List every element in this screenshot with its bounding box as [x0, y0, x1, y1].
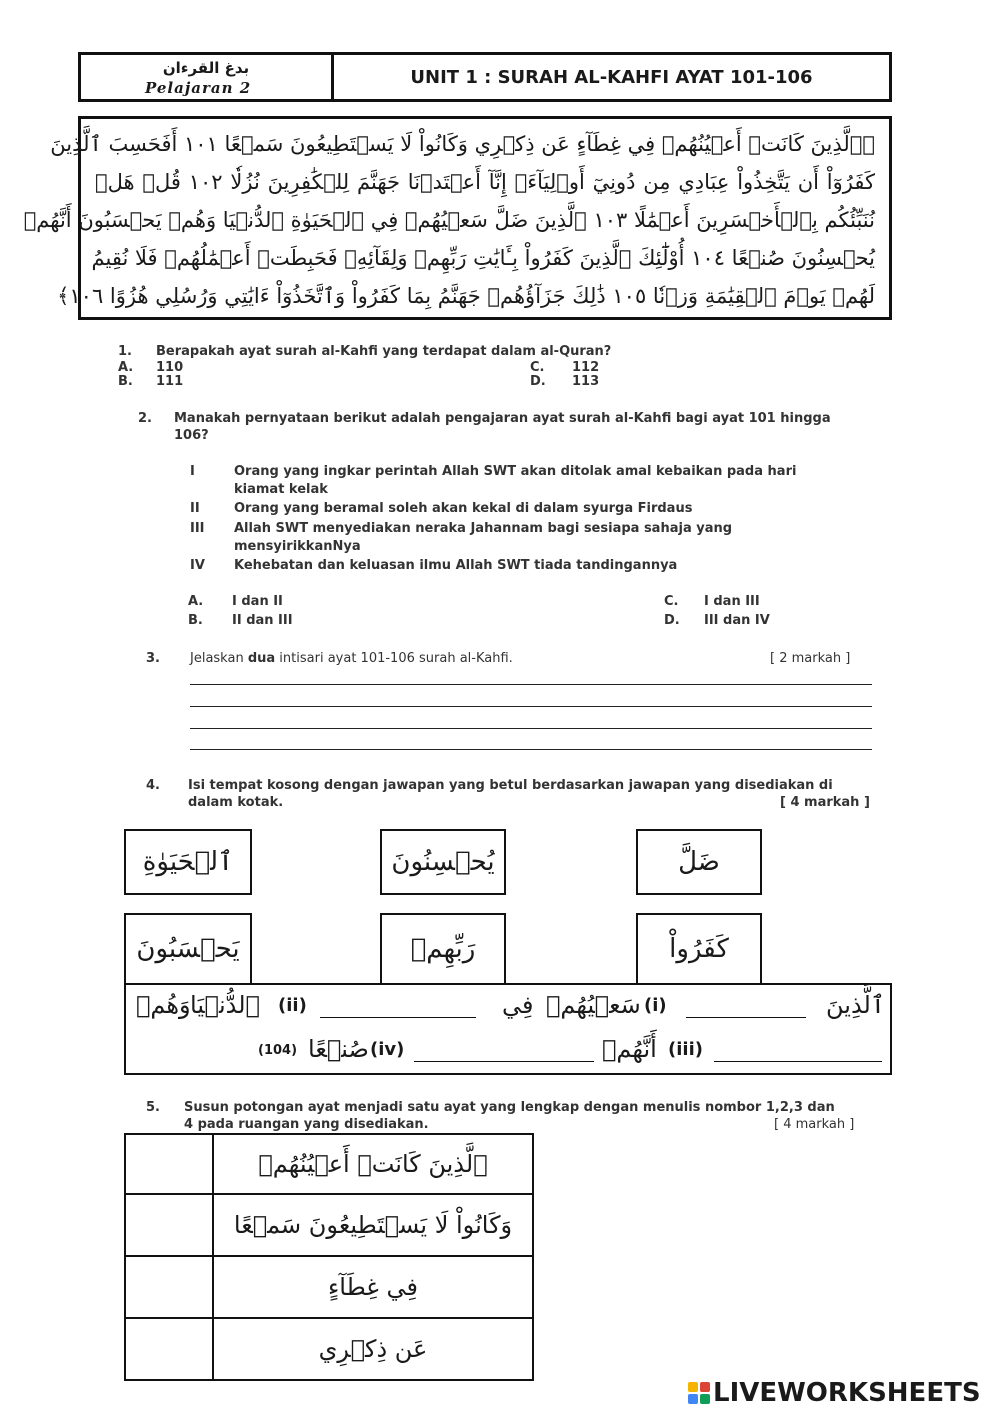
fill-word: وَهُمۡ: [136, 991, 191, 1019]
q1-number: 1.: [118, 344, 132, 359]
blank-ii-line[interactable]: [320, 995, 476, 1018]
logo-square: [700, 1394, 710, 1404]
q2-option-c-letter: C.: [664, 594, 679, 609]
fill-word: ٱلدُّنۡيَا: [190, 991, 260, 1019]
q2-number: 2.: [138, 411, 152, 426]
q1-option-c[interactable]: 112: [572, 360, 600, 375]
fill-in-box: [124, 983, 892, 1075]
blank-iv-line[interactable]: [414, 1039, 594, 1062]
fill-word: سَعۡيُهُمۡ: [546, 991, 641, 1019]
verse-line: كَفَرُوٓاْ أَن يَتَّخِذُواْ عِبَادِي مِن دُونِيٓ أَوۡلِيَآءَۚ إِنَّآ أَعۡتَدۡنَا جَهَنَّمَ لِلۡكَٰفِرِينَ نُزُلٗا ١٠٢ قُلۡ هَلۡ: [95, 170, 875, 194]
fill-word: ٱلَّذِينَ: [826, 991, 885, 1019]
number-cell[interactable]: [125, 1194, 213, 1256]
verse-line: يُحۡسِنُونَ صُنۡعًا ١٠٤ أُوْلَٰٓئِكَ ٱلَّذِينَ كَفَرُواْ بِـَٔايَٰتِ رَبِّهِمۡ وَلِقَآئِهِۦ فَحَبِطَتۡ أَعۡمَٰلُهُمۡ فَلَا نُقِيمُ: [91, 246, 875, 270]
brand-name: LIVEWORKSHEETS: [713, 1378, 981, 1408]
blank-i-label: (i): [644, 995, 667, 1016]
word-bank-box[interactable]: رَبِّهِمۡ: [380, 913, 506, 985]
table-row: [125, 1256, 533, 1318]
header-arabic-title: بدغ القرءان: [162, 59, 250, 77]
q2-option-d-letter: D.: [664, 613, 680, 628]
q1-option-b-letter: B.: [118, 374, 133, 389]
q4-text-line1: Isi tempat kosong dengan jawapan yang betul berdasarkan jawapan yang disediakan di: [188, 778, 833, 793]
verse-line: لَهُمۡ يَوۡمَ ٱلۡقِيَٰمَةِ وَزۡنٗا ١٠٥ ذَٰلِكَ جَزَآؤُهُمۡ جَهَنَّمُ بِمَا كَفَرُواْ وَٱتَّخَذُوٓاْ ءَايَٰتِي وَرُسُلِي هُزُوًا ١٠٦﴾: [57, 284, 875, 308]
word-bank-box[interactable]: ٱلۡحَيَوٰةِ: [124, 829, 252, 895]
q2-statement-roman: II: [190, 501, 200, 516]
liveworksheets-icon: [688, 1382, 710, 1404]
verse-fragment: فِي غِطَآءٍ: [213, 1256, 533, 1318]
q2-statement-roman: IV: [190, 558, 205, 573]
fill-word: أَنَّهُمۡ: [602, 1035, 657, 1063]
q4-text-line2: dalam kotak.: [188, 795, 284, 810]
blank-iv-label: (iv): [370, 1039, 405, 1060]
verse-line: ﴿ٱلَّذِينَ كَانَتۡ أَعۡيُنُهُمۡ فِي غِطَآءٍ عَن ذِكۡرِي وَكَانُواْ لَا يَسۡتَطِيعُونَ سَمۡعًا ١٠١ أَفَحَسِبَ ٱلَّذِينَ: [50, 132, 875, 156]
q2-statement-roman: I: [190, 464, 195, 479]
number-cell[interactable]: [125, 1134, 213, 1194]
liveworksheets-logo[interactable]: [688, 1378, 981, 1408]
q2-option-a[interactable]: I dan II: [232, 594, 283, 609]
q2-statement-4-line1: Kehebatan dan keluasan ilmu Allah SWT tiada tandingannya: [234, 558, 678, 573]
verse-fragment: ٱلَّذِينَ كَانَتۡ أَعۡيُنُهُمۡ: [213, 1134, 533, 1194]
q2-option-d[interactable]: III dan IV: [704, 613, 770, 628]
table-row: [125, 1134, 533, 1194]
q1-option-a-letter: A.: [118, 360, 134, 375]
blank-iii-label: (iii): [668, 1039, 703, 1060]
verse-fragment: وَكَانُواْ لَا يَسۡتَطِيعُونَ سَمۡعًا: [213, 1194, 533, 1256]
q1-text: Berapakah ayat surah al-Kahfi yang terdapat dalam al-Quran?: [156, 344, 612, 359]
answer-line[interactable]: [190, 706, 872, 707]
logo-square: [700, 1382, 710, 1392]
verse-line: نُنَبِّئُكُم بِٱلۡأَخۡسَرِينَ أَعۡمَٰلًا ١٠٣ ٱلَّذِينَ ضَلَّ سَعۡيُهُمۡ فِي ٱلۡحَيَوٰةِ ٱلدُّنۡيَا وَهُمۡ يَحۡسَبُونَ أَنَّهُمۡ: [23, 208, 875, 232]
q1-option-a[interactable]: 110: [156, 360, 184, 375]
logo-square: [688, 1382, 698, 1392]
q5-text-line1: Susun potongan ayat menjadi satu ayat yang lengkap dengan menulis nombor 1,2,3 dan: [184, 1100, 835, 1115]
answer-line[interactable]: [190, 749, 872, 750]
table-row: [125, 1194, 533, 1256]
word-bank-box[interactable]: يَحۡسَبُونَ: [124, 913, 252, 985]
q2-statement-3-line1: Allah SWT menyediakan neraka Jahannam bagi sesiapa sahaja yang: [234, 521, 733, 536]
number-cell[interactable]: [125, 1318, 213, 1380]
q2-statement-3-line2: mensyirikkanNya: [234, 539, 361, 554]
q5-marks: [ 4 markah ]: [774, 1117, 855, 1132]
q2-option-c[interactable]: I dan III: [704, 594, 760, 609]
table-row: [125, 1318, 533, 1380]
q3-text: Jelaskan dua intisari ayat 101-106 surah al-Kahfi.: [190, 651, 513, 666]
q5-number: 5.: [146, 1100, 160, 1115]
q3-number: 3.: [146, 651, 160, 666]
q5-text-line2: 4 pada ruangan yang disediakan.: [184, 1117, 429, 1132]
answer-line[interactable]: [190, 728, 872, 729]
q1-option-c-letter: C.: [530, 360, 545, 375]
q2-text-line2: 106?: [174, 428, 209, 443]
arrange-table: [124, 1133, 534, 1381]
q1-option-b[interactable]: 111: [156, 374, 184, 389]
q2-option-a-letter: A.: [188, 594, 204, 609]
q2-statement-2-line1: Orang yang beramal soleh akan kekal di dalam syurga Firdaus: [234, 501, 693, 516]
word-bank-box[interactable]: ضَلَّ: [636, 829, 762, 895]
q2-option-b[interactable]: II dan III: [232, 613, 293, 628]
unit-title: UNIT 1 : SURAH AL-KAHFI AYAT 101-106: [410, 66, 813, 88]
q4-marks: [ 4 markah ]: [780, 795, 870, 810]
q1-option-d[interactable]: 113: [572, 374, 600, 389]
q3-marks: [ 2 markah ]: [770, 651, 851, 666]
header-lesson-cell: [81, 55, 334, 99]
blank-ii-label: (ii): [278, 995, 307, 1016]
q2-statement-roman: III: [190, 521, 205, 536]
q2-text-line1: Manakah pernyataan berikut adalah pengajaran ayat surah al-Kahfi bagi ayat 101 hingga: [174, 411, 831, 426]
q2-statement-1-line1: Orang yang ingkar perintah Allah SWT akan ditolak amal kebaikan pada hari: [234, 464, 797, 479]
q2-statement-1-line2: kiamat kelak: [234, 482, 328, 497]
verse-fragment: عَن ذِكۡرِي: [213, 1318, 533, 1380]
blank-iii-line[interactable]: [714, 1039, 882, 1062]
word-bank-box[interactable]: يُحۡسِنُونَ: [380, 829, 506, 895]
number-cell[interactable]: [125, 1256, 213, 1318]
word-bank-box[interactable]: كَفَرُواْ: [636, 913, 762, 985]
header-lesson: Pelajaran 2: [145, 79, 252, 97]
q4-number: 4.: [146, 778, 160, 793]
q1-option-d-letter: D.: [530, 374, 546, 389]
blank-i-line[interactable]: [686, 995, 806, 1018]
worksheet-header: [78, 52, 892, 102]
q2-option-b-letter: B.: [188, 613, 203, 628]
answer-line[interactable]: [190, 684, 872, 685]
ayah-number: (104): [258, 1043, 298, 1058]
fill-word: فِي: [502, 991, 534, 1019]
fill-word: صُنۡعًا: [308, 1035, 369, 1063]
logo-square: [688, 1394, 698, 1404]
verse-box: [23, 116, 892, 320]
